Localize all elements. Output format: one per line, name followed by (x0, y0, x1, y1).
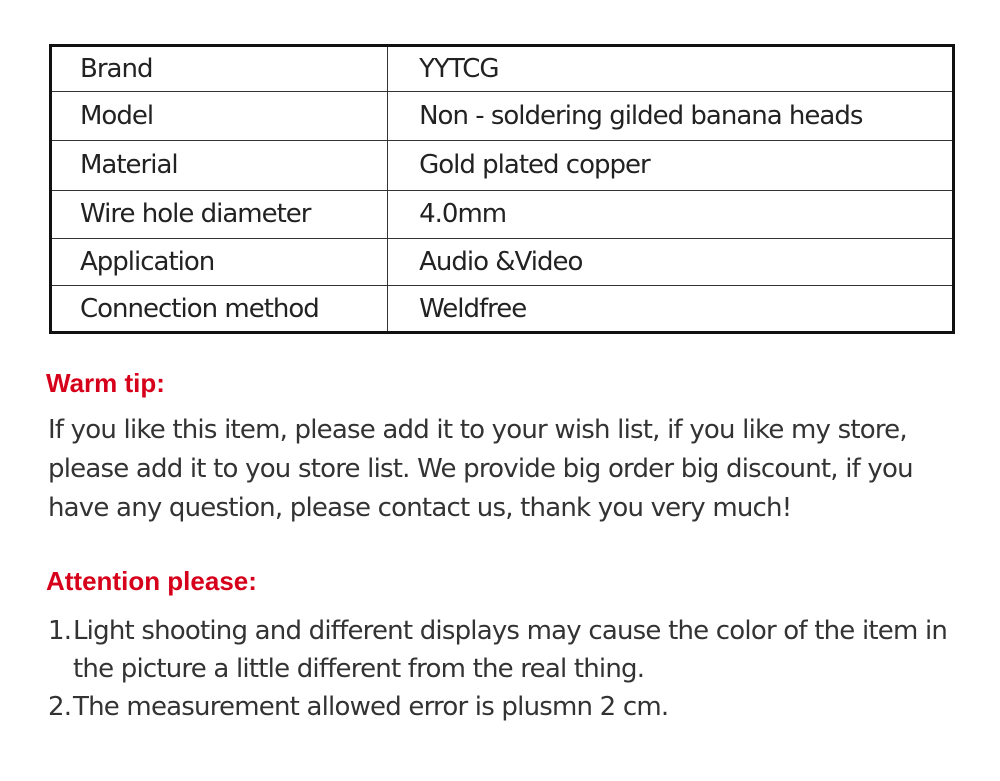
spec-label: Application (51, 239, 388, 286)
attention-item-text: Light shooting and different displays may cause the color of the item in the picture a little different from the real thing. (73, 616, 948, 684)
attention-item (48, 688, 983, 726)
spec-value: Non - soldering gilded banana heads (388, 92, 954, 141)
attention-heading: Attention please: (46, 566, 257, 596)
spec-row-brand (51, 46, 954, 92)
spec-label: Model (51, 92, 388, 141)
spec-value: Weldfree (388, 286, 954, 333)
spec-value: 4.0mm (388, 190, 954, 239)
spec-label: Wire hole diameter (51, 190, 388, 239)
spec-row-wire-hole-diameter (51, 190, 954, 239)
spec-row-material (51, 140, 954, 190)
warm-tip-text: If you like this item, please add it to your wish list, if you like my store, please add it to you store list. We provide big order big discount, if you have any question, please contact us, thank you very much! (48, 415, 913, 523)
spec-value: YYTCG (388, 46, 954, 92)
attention-item-number: 1. (48, 616, 72, 646)
spec-value: Gold plated copper (388, 140, 954, 190)
spec-row-application (51, 239, 954, 286)
attention-item-number: 2. (48, 692, 72, 722)
spec-label: Brand (51, 46, 388, 92)
attention-item-text: The measurement allowed error is plusmn 2 cm. (73, 692, 669, 722)
attention-item (48, 612, 983, 688)
product-spec-table (49, 44, 955, 334)
spec-row-model (51, 92, 954, 141)
spec-label: Material (51, 140, 388, 190)
warm-tip-heading: Warm tip: (46, 368, 165, 398)
spec-row-connection-method (51, 286, 954, 333)
spec-label: Connection method (51, 286, 388, 333)
spec-value: Audio &Video (388, 239, 954, 286)
attention-list (48, 612, 983, 726)
